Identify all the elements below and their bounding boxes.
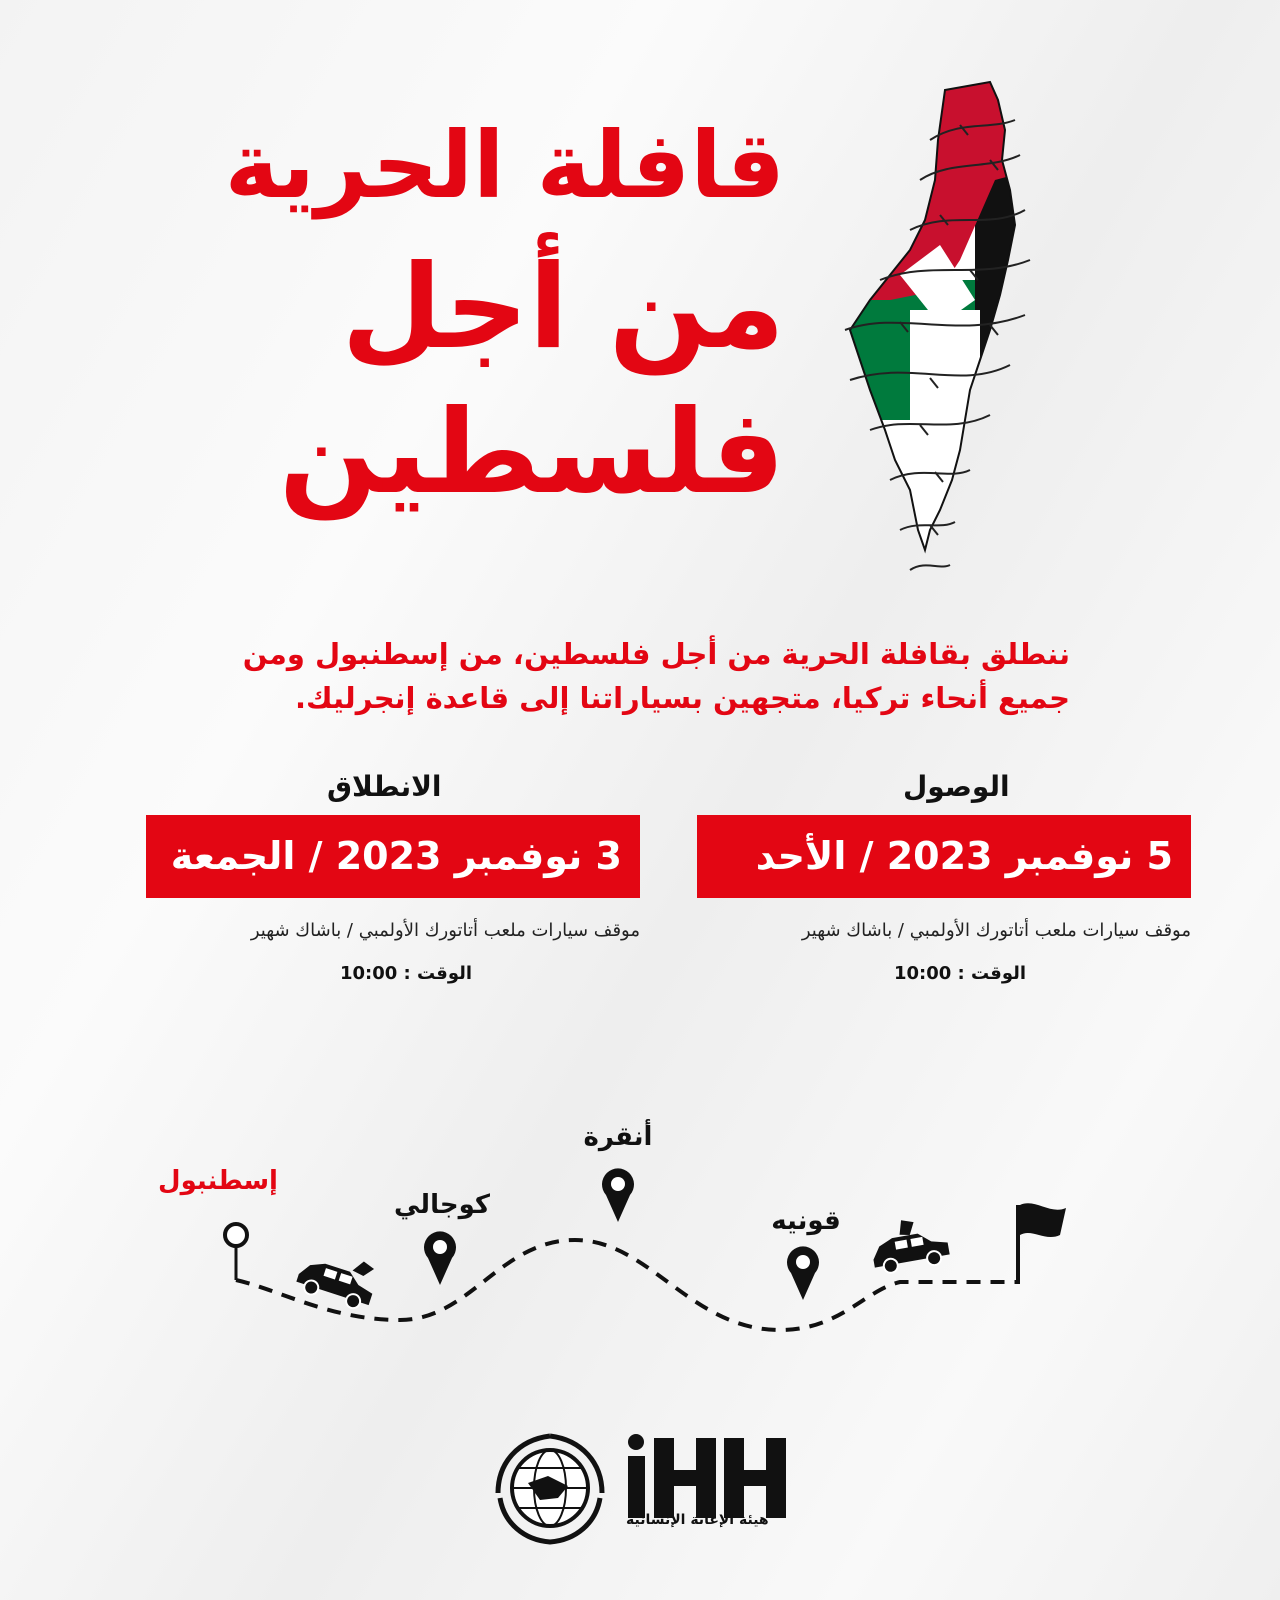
city-label-kocaeli: كوجالي [394,1190,490,1220]
title-line-2: من أجل [341,240,785,375]
departure-location: موقف سيارات ملعب أتاتورك الأولمبي / باشاك شهير [250,920,640,941]
globe-emblem-icon [498,1436,602,1542]
flag-icon [1018,1203,1066,1282]
city-label-konya: قونيه [771,1206,841,1236]
barbed-wire-map-icon [840,60,1070,600]
city-label-ankara: أنقرة [583,1122,653,1152]
intro-line-2: جميع أنحاء تركيا، متجهين بسياراتنا إلى قاعدة إنجرليك. [294,681,1070,715]
title-line-3: فلسطين [278,385,785,520]
intro-paragraph [190,632,1070,720]
location-pin-icon [602,1168,634,1222]
arrival-location: موقف سيارات ملعب أتاتورك الأولمبي / باشاك شهير [801,920,1191,941]
logo-subtitle: هيئة الإغاثة الإنسانية [626,1512,769,1528]
ihh-wordmark [628,1434,786,1518]
start-point-icon [225,1224,247,1280]
city-label-istanbul: إسطنبول [158,1166,278,1196]
departure-date-box: 3 نوفمبر 2023 / الجمعة [146,815,640,898]
title-line-1: قافلة الحرية [224,112,785,219]
car-icon [868,1213,952,1275]
departure-heading: الانطلاق [327,770,442,803]
arrival-heading: الوصول [903,770,1010,803]
arrival-time: الوقت : 10:00 [893,963,1027,984]
ihh-logo [488,1428,798,1548]
location-pin-icon [787,1246,819,1300]
arrival-date-box: 5 نوفمبر 2023 / الأحد [697,815,1191,898]
departure-time: الوقت : 10:00 [339,963,473,984]
intro-line-1: ننطلق بقافلة الحرية من أجل فلسطين، من إسطنبول ومن [242,637,1070,671]
